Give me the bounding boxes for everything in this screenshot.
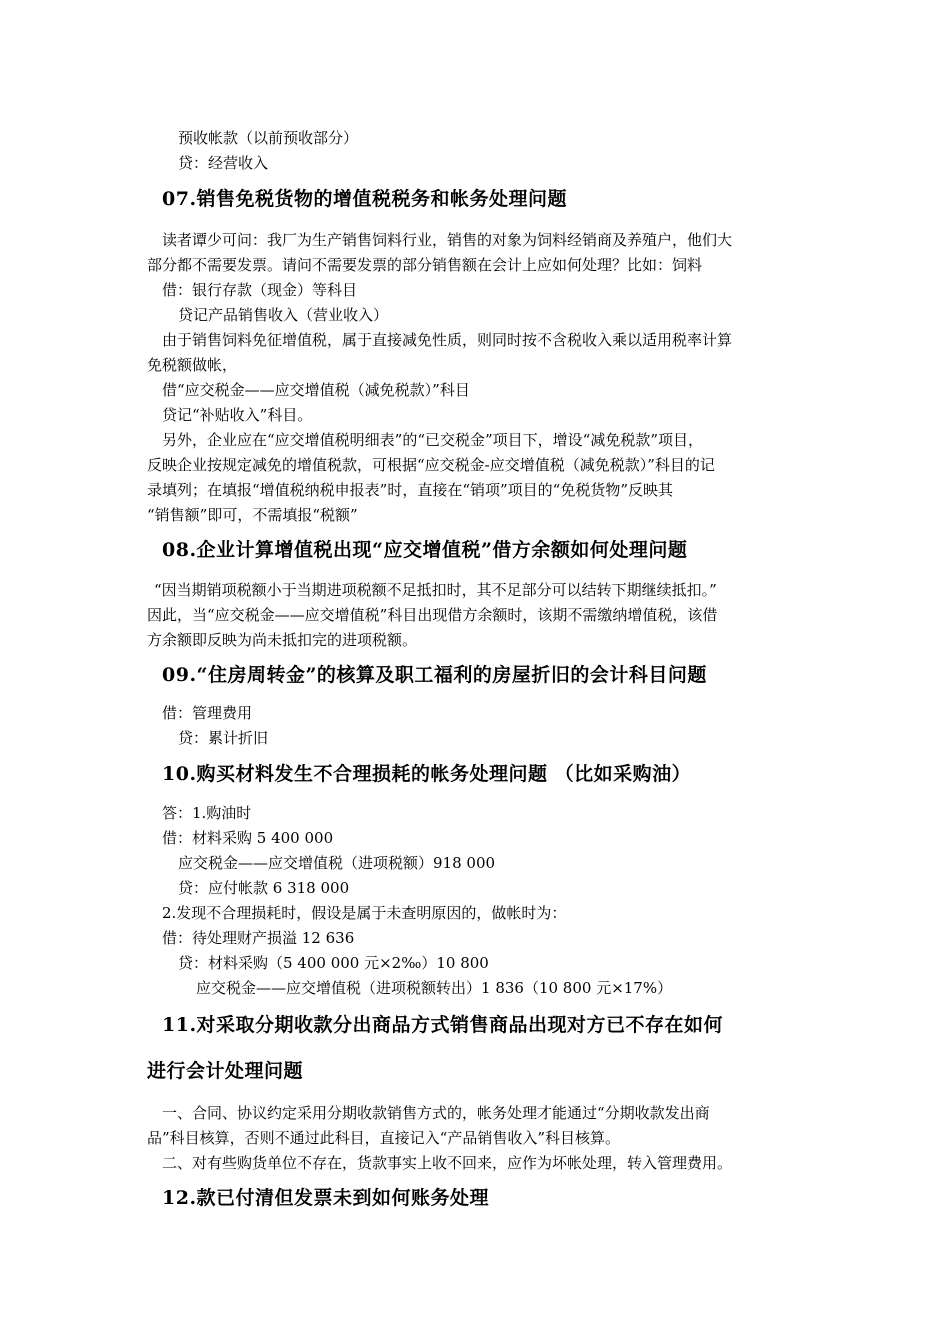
text-line: 借“应交税金——应交增值税（减免税款）”科目 (162, 381, 470, 399)
text-line: 贷：累计折旧 (178, 729, 269, 747)
text-line: 方余额即反映为尚未抵扣完的进项税额。 (147, 631, 418, 649)
section-heading-11-cont: 进行会计处理问题 (147, 1060, 304, 1082)
text-line: 2.发现不合理损耗时，假设是属于未查明原因的，做帐时为： (162, 904, 567, 922)
text-line: 贷：经营收入 (178, 154, 269, 172)
text-line: 另外，企业应在“应交增值税明细表”的“已交税金”项目下，增设“减免税款”项目， (162, 431, 704, 449)
text-line: 贷：应付帐款 6 318 000 (178, 879, 350, 897)
text-line: 因此，当“应交税金——应交增值税”科目出现借方余额时，该期不需缴纳增值税，该借 (147, 606, 718, 624)
text-line: 免税额做帐， (147, 356, 238, 374)
text-line: 应交税金——应交增值税（进项税额）918 000 (178, 854, 496, 872)
text-line: 二、对有些购货单位不存在，货款事实上收不回来，应作为坏帐处理，转入管理费用。 (162, 1154, 733, 1172)
text-line: 借：银行存款（现金）等科目 (162, 281, 358, 299)
text-line: 借：待处理财产损溢 12 636 (162, 929, 355, 947)
text-line: 部分都不需要发票。请问不需要发票的部分销售额在会计上应如何处理？比如：饲料 (147, 256, 703, 274)
text-line: “销售额”即可，不需填报“税额” (147, 506, 358, 524)
text-line: 由于销售饲料免征增值税，属于直接减免性质，则同时按不含税收入乘以适用税率计算 (162, 331, 733, 349)
section-heading-11: 11.对采取分期收款分出商品方式销售商品出现对方已不存在如何 (162, 1014, 724, 1036)
text-line: 借：材料采购 5 400 000 (162, 829, 334, 847)
text-line: “因当期销项税额小于当期进项税额不足抵扣时，其不足部分可以结转下期继续抵扣。” (154, 581, 717, 599)
text-line: 答：1.购油时 (162, 804, 252, 822)
text-line: 贷：材料采购（5 400 000 元×2‰）10 800 (178, 954, 489, 972)
section-heading-10: 10.购买材料发生不合理损耗的帐务处理问题 （比如采购油） (162, 763, 692, 785)
section-heading-09: 09.“住房周转金”的核算及职工福利的房屋折旧的会计科目问题 (162, 664, 707, 686)
text-line: 应交税金——应交增值税（进项税额转出）1 836（10 800 元×17%） (196, 979, 673, 997)
text-line: 一、合同、协议约定采用分期收款销售方式的，帐务处理才能通过“分期收款发出商 (162, 1104, 710, 1122)
section-heading-08: 08.企业计算增值税出现“应交增值税”借方余额如何处理问题 (162, 539, 688, 561)
text-line: 录填列；在填报“增值税纳税申报表”时，直接在“销项”项目的“免税货物”反映其 (147, 481, 674, 499)
text-line: 借：管理费用 (162, 704, 253, 722)
text-line: 读者谭少可问：我厂为生产销售饲料行业，销售的对象为饲料经销商及养殖户，他们大 (162, 231, 733, 249)
text-line: 预收帐款（以前预收部分） (178, 129, 359, 147)
text-line: 品”科目核算，否则不通过此科目，直接记入“产品销售收入”科目核算。 (147, 1129, 621, 1147)
section-heading-12: 12.款已付清但发票未到如何账务处理 (162, 1187, 490, 1209)
text-line: 反映企业按规定减免的增值税款，可根据“应交税金-应交增值税（减免税款）”科目的记 (147, 456, 715, 474)
text-line: 贷记“补贴收入”科目。 (162, 406, 313, 424)
section-heading-07: 07.销售免税货物的增值税税务和帐务处理问题 (162, 188, 568, 210)
text-line: 贷记产品销售收入（营业收入） (178, 306, 389, 324)
